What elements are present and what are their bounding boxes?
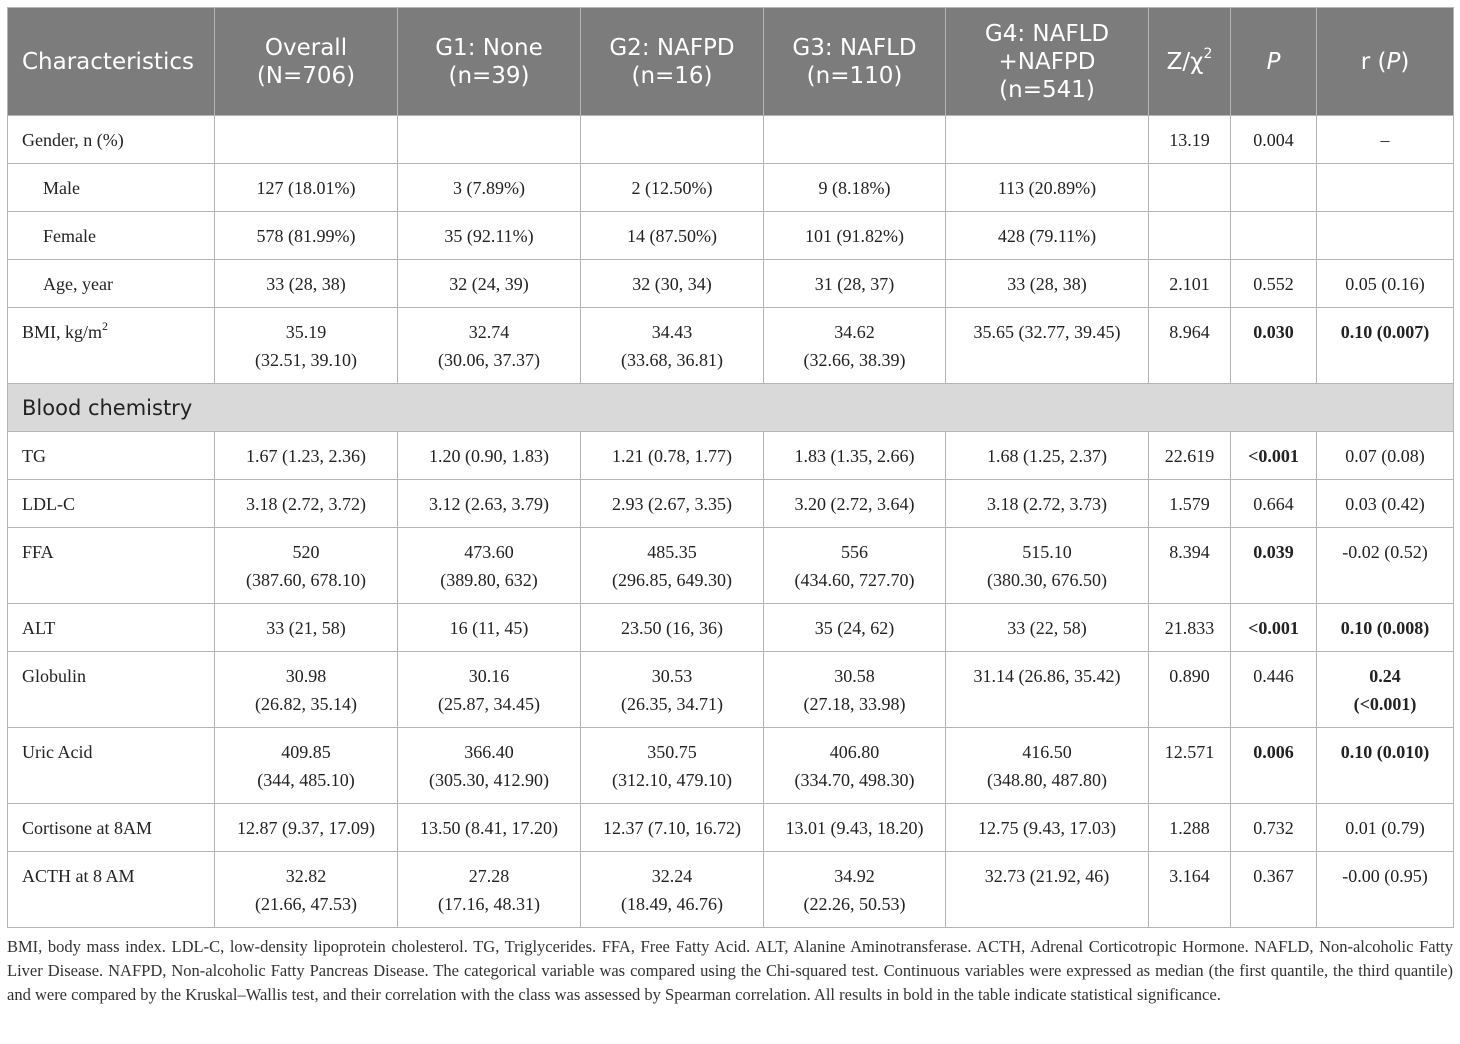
table-row-ffa xyxy=(8,528,1454,604)
cell-g1: 473.60 (389.80, 632) xyxy=(398,528,581,604)
header-g2: G2: NAFPD (n=16) xyxy=(581,8,764,116)
cell-p: 0.446 xyxy=(1231,652,1317,728)
cell-g1: 13.50 (8.41, 17.20) xyxy=(398,804,581,852)
cell-g3: 406.80 (334.70, 498.30) xyxy=(764,728,946,804)
cell-g2: 32 (30, 34) xyxy=(581,260,764,308)
cell-g3: 101 (91.82%) xyxy=(764,212,946,260)
section-label: Blood chemistry xyxy=(8,384,1454,432)
cell-stat: 8.394 xyxy=(1149,528,1231,604)
cell-p: 0.732 xyxy=(1231,804,1317,852)
cell-stat: 2.101 xyxy=(1149,260,1231,308)
cell-stat: 21.833 xyxy=(1149,604,1231,652)
cell-r: 0.07 (0.08) xyxy=(1317,432,1454,480)
table-container xyxy=(7,7,1453,928)
cell-g2 xyxy=(581,116,764,164)
cell-stat: 3.164 xyxy=(1149,852,1231,928)
cell-g3: 13.01 (9.43, 18.20) xyxy=(764,804,946,852)
cell-g4: 33 (28, 38) xyxy=(946,260,1149,308)
cell-g3: 30.58 (27.18, 33.98) xyxy=(764,652,946,728)
table-row-female xyxy=(8,212,1454,260)
cell-g4: 31.14 (26.86, 35.42) xyxy=(946,652,1149,728)
cell-stat: 22.619 xyxy=(1149,432,1231,480)
header-r: r (P) xyxy=(1317,8,1454,116)
cell-g2: 485.35 (296.85, 649.30) xyxy=(581,528,764,604)
cell-overall: 409.85 (344, 485.10) xyxy=(215,728,398,804)
row-label: BMI, $kg/m^2$ xyxy=(8,308,215,384)
cell-g4: 1.68 (1.25, 2.37) xyxy=(946,432,1149,480)
header-g3: G3: NAFLD (n=110) xyxy=(764,8,946,116)
cell-r: -0.02 (0.52) xyxy=(1317,528,1454,604)
cell-r xyxy=(1317,212,1454,260)
cell-overall: 3.18 (2.72, 3.72) xyxy=(215,480,398,528)
cell-r: 0.10 (0.008) xyxy=(1317,604,1454,652)
table-row-alt xyxy=(8,604,1454,652)
cell-overall: 35.19 (32.51, 39.10) xyxy=(215,308,398,384)
cell-g1: 366.40 (305.30, 412.90) xyxy=(398,728,581,804)
cell-g4: 416.50 (348.80, 487.80) xyxy=(946,728,1149,804)
cell-g1: 35 (92.11%) xyxy=(398,212,581,260)
cell-stat: 1.288 xyxy=(1149,804,1231,852)
cell-stat: 12.571 xyxy=(1149,728,1231,804)
table-footnote: BMI, body mass index. LDL-C, low-density lipoprotein cholesterol. TG, Triglycerides. FFA, Free Fatty Acid. ALT, Alanine Aminotransferase. ACTH, Adrenal Corticotropic Hormone. NAFLD, Non-alcoholic Fatty Liver Disease. NAFPD, Non-alcoholic Fatty Pancreas Disease. The categorical variable was compared using the Chi-squared test. Continuous variables were expressed as median (the first quantile, the third quantile) and were compared by the Kruskal–Wallis test, and their correlation with the class was assessed by Spearman correlation. All results in bold in the table indicate statistical significance. xyxy=(7,937,1453,1004)
cell-overall: 33 (21, 58) xyxy=(215,604,398,652)
cell-g1: 16 (11, 45) xyxy=(398,604,581,652)
table-row-uric-acid xyxy=(8,728,1454,804)
cell-g2: 1.21 (0.78, 1.77) xyxy=(581,432,764,480)
cell-g4: 428 (79.11%) xyxy=(946,212,1149,260)
row-label: ACTH at 8 AM xyxy=(8,852,215,928)
table-row-bmi xyxy=(8,308,1454,384)
cell-g4: 33 (22, 58) xyxy=(946,604,1149,652)
cell-g3: 34.62 (32.66, 38.39) xyxy=(764,308,946,384)
cell-p: <0.001 xyxy=(1231,604,1317,652)
cell-stat: 0.890 xyxy=(1149,652,1231,728)
cell-p: 0.004 xyxy=(1231,116,1317,164)
cell-overall: 30.98 (26.82, 35.14) xyxy=(215,652,398,728)
row-label: Age, year xyxy=(8,260,215,308)
cell-r: -0.00 (0.95) xyxy=(1317,852,1454,928)
header-g1: G1: None (n=39) xyxy=(398,8,581,116)
cell-g2: 23.50 (16, 36) xyxy=(581,604,764,652)
cell-p: <0.001 xyxy=(1231,432,1317,480)
cell-g1: 1.20 (0.90, 1.83) xyxy=(398,432,581,480)
characteristics-table xyxy=(7,7,1454,928)
cell-stat: 1.579 xyxy=(1149,480,1231,528)
cell-g1 xyxy=(398,116,581,164)
table-row-cortisone xyxy=(8,804,1454,852)
cell-overall: 33 (28, 38) xyxy=(215,260,398,308)
cell-overall xyxy=(215,116,398,164)
header-stat: $Z/\chi^2$ xyxy=(1149,8,1231,116)
row-label: Female xyxy=(8,212,215,260)
cell-stat xyxy=(1149,164,1231,212)
cell-g1: 32.74 (30.06, 37.37) xyxy=(398,308,581,384)
cell-stat: 13.19 xyxy=(1149,116,1231,164)
cell-g1: 3.12 (2.63, 3.79) xyxy=(398,480,581,528)
cell-g2: 34.43 (33.68, 36.81) xyxy=(581,308,764,384)
row-label: Uric Acid xyxy=(8,728,215,804)
header-p: P xyxy=(1231,8,1317,116)
cell-g1: 32 (24, 39) xyxy=(398,260,581,308)
table-row-ldlc xyxy=(8,480,1454,528)
cell-r: 0.10 (0.010) xyxy=(1317,728,1454,804)
cell-overall: 578 (81.99%) xyxy=(215,212,398,260)
cell-g4: 3.18 (2.72, 3.73) xyxy=(946,480,1149,528)
table-row-gender xyxy=(8,116,1454,164)
cell-p: 0.664 xyxy=(1231,480,1317,528)
cell-g4: 113 (20.89%) xyxy=(946,164,1149,212)
cell-g2: 14 (87.50%) xyxy=(581,212,764,260)
row-label: Cortisone at 8AM xyxy=(8,804,215,852)
cell-p: 0.039 xyxy=(1231,528,1317,604)
header-overall: Overall (N=706) xyxy=(215,8,398,116)
cell-r: – xyxy=(1317,116,1454,164)
cell-g2: 12.37 (7.10, 16.72) xyxy=(581,804,764,852)
row-label: Gender, n (%) xyxy=(8,116,215,164)
table-row-age xyxy=(8,260,1454,308)
cell-g3: 34.92 (22.26, 50.53) xyxy=(764,852,946,928)
cell-r: 0.01 (0.79) xyxy=(1317,804,1454,852)
cell-g2: 32.24 (18.49, 46.76) xyxy=(581,852,764,928)
cell-p: 0.030 xyxy=(1231,308,1317,384)
cell-g1: 3 (7.89%) xyxy=(398,164,581,212)
cell-g3: 35 (24, 62) xyxy=(764,604,946,652)
cell-stat xyxy=(1149,212,1231,260)
cell-stat: 8.964 xyxy=(1149,308,1231,384)
row-label: Globulin xyxy=(8,652,215,728)
cell-r: 0.05 (0.16) xyxy=(1317,260,1454,308)
cell-g3: 9 (8.18%) xyxy=(764,164,946,212)
cell-g4 xyxy=(946,116,1149,164)
cell-g3: 1.83 (1.35, 2.66) xyxy=(764,432,946,480)
row-label: LDL-C xyxy=(8,480,215,528)
header-characteristics: Characteristics xyxy=(8,8,215,116)
cell-p xyxy=(1231,212,1317,260)
cell-g2: 350.75 (312.10, 479.10) xyxy=(581,728,764,804)
cell-p: 0.367 xyxy=(1231,852,1317,928)
cell-g3: 3.20 (2.72, 3.64) xyxy=(764,480,946,528)
cell-overall: 1.67 (1.23, 2.36) xyxy=(215,432,398,480)
cell-g4: 35.65 (32.77, 39.45) xyxy=(946,308,1149,384)
row-label: ALT xyxy=(8,604,215,652)
header-g4: G4: NAFLD +NAFPD (n=541) xyxy=(946,8,1149,116)
cell-g2: 2 (12.50%) xyxy=(581,164,764,212)
cell-overall: 520 (387.60, 678.10) xyxy=(215,528,398,604)
cell-r: 0.03 (0.42) xyxy=(1317,480,1454,528)
table-row-male xyxy=(8,164,1454,212)
table-row-globulin xyxy=(8,652,1454,728)
cell-r xyxy=(1317,164,1454,212)
cell-g2: 30.53 (26.35, 34.71) xyxy=(581,652,764,728)
cell-g4: 515.10 (380.30, 676.50) xyxy=(946,528,1149,604)
cell-g3 xyxy=(764,116,946,164)
row-label: FFA xyxy=(8,528,215,604)
cell-r: 0.24 (<0.001) xyxy=(1317,652,1454,728)
cell-g4: 32.73 (21.92, 46) xyxy=(946,852,1149,928)
cell-overall: 127 (18.01%) xyxy=(215,164,398,212)
header-row xyxy=(8,8,1454,116)
cell-g3: 31 (28, 37) xyxy=(764,260,946,308)
table-row-tg xyxy=(8,432,1454,480)
cell-p: 0.552 xyxy=(1231,260,1317,308)
cell-r: 0.10 (0.007) xyxy=(1317,308,1454,384)
cell-g3: 556 (434.60, 727.70) xyxy=(764,528,946,604)
cell-g2: 2.93 (2.67, 3.35) xyxy=(581,480,764,528)
cell-p xyxy=(1231,164,1317,212)
table-row-acth xyxy=(8,852,1454,928)
row-label: Male xyxy=(8,164,215,212)
cell-g1: 27.28 (17.16, 48.31) xyxy=(398,852,581,928)
cell-p: 0.006 xyxy=(1231,728,1317,804)
row-label: TG xyxy=(8,432,215,480)
cell-overall: 32.82 (21.66, 47.53) xyxy=(215,852,398,928)
section-row-blood-chemistry xyxy=(8,384,1454,432)
cell-g1: 30.16 (25.87, 34.45) xyxy=(398,652,581,728)
cell-overall: 12.87 (9.37, 17.09) xyxy=(215,804,398,852)
cell-g4: 12.75 (9.43, 17.03) xyxy=(946,804,1149,852)
